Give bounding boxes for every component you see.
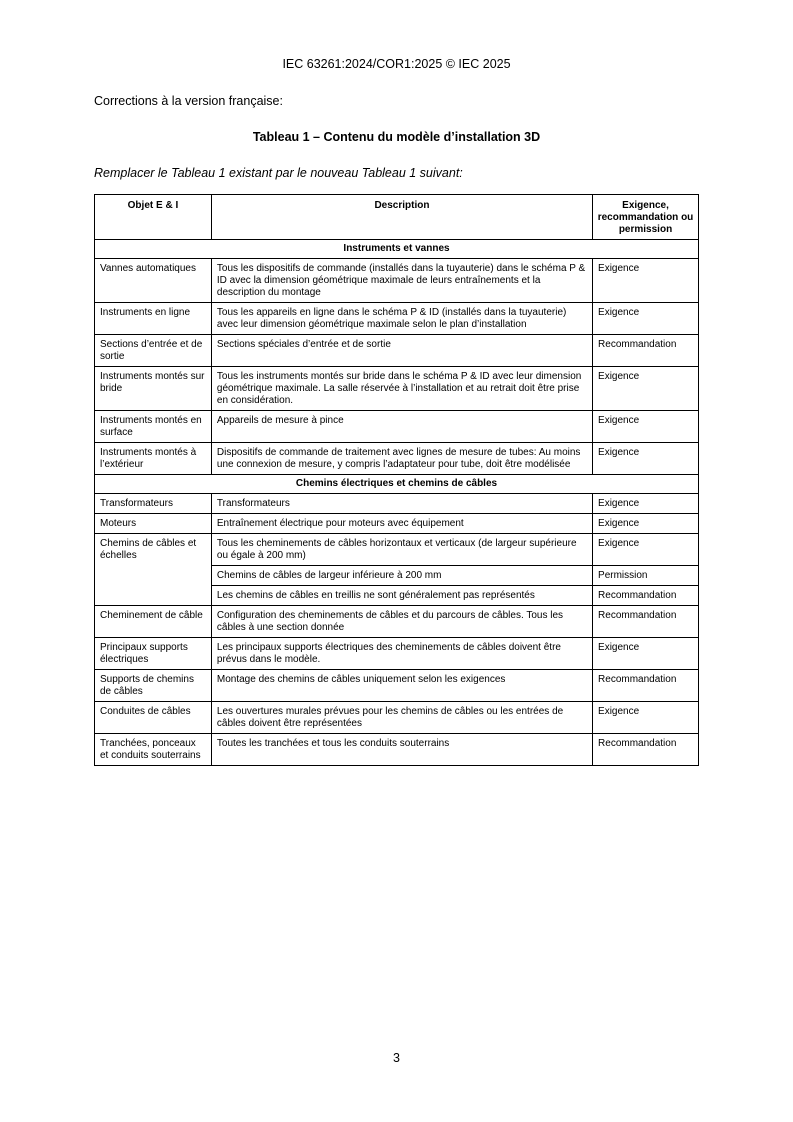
cell-object: Vannes automatiques <box>95 259 212 303</box>
cell-object: Instruments en ligne <box>95 303 212 335</box>
table-row <box>95 411 699 443</box>
table-row <box>95 638 699 670</box>
table-row <box>95 259 699 303</box>
table-row <box>95 734 699 766</box>
cell-requirement: Recommandation <box>593 335 699 367</box>
cell-object: Supports de chemins de câbles <box>95 670 212 702</box>
cell-requirement: Permission <box>593 566 699 586</box>
cell-object: Tranchées, ponceaux et conduits souterrains <box>95 734 212 766</box>
cell-description: Montage des chemins de câbles uniquement selon les exigences <box>211 670 592 702</box>
cell-requirement: Exigence <box>593 303 699 335</box>
cell-description: Les principaux supports électriques des cheminements de câbles doivent être prévus dans le modèle. <box>211 638 592 670</box>
cell-object: Principaux supports électriques <box>95 638 212 670</box>
cell-requirement: Exigence <box>593 494 699 514</box>
section-row <box>95 475 699 494</box>
cell-object: Transformateurs <box>95 494 212 514</box>
table-row <box>95 702 699 734</box>
cell-object: Chemins de câbles et échelles <box>95 534 212 606</box>
table-row <box>95 335 699 367</box>
cell-requirement: Exigence <box>593 702 699 734</box>
header-description: Description <box>211 195 592 240</box>
cell-description: Les ouvertures murales prévues pour les chemins de câbles ou les entrées de câbles doivent être représentées <box>211 702 592 734</box>
table-row <box>95 303 699 335</box>
cell-object: Moteurs <box>95 514 212 534</box>
cell-description: Appareils de mesure à pince <box>211 411 592 443</box>
cell-requirement: Exigence <box>593 534 699 566</box>
cell-requirement: Exigence <box>593 638 699 670</box>
cell-description: Dispositifs de commande de traitement avec lignes de mesure de tubes: Au moins une connexion de mesure, y compris l’adaptateur pour tube, doit être modélisée <box>211 443 592 475</box>
cell-object: Instruments montés à l’extérieur <box>95 443 212 475</box>
cell-description: Entraînement électrique pour moteurs avec équipement <box>211 514 592 534</box>
header-object: Objet E & I <box>95 195 212 240</box>
cell-description: Toutes les tranchées et tous les conduits souterrains <box>211 734 592 766</box>
table-row <box>95 443 699 475</box>
cell-object: Cheminement de câble <box>95 606 212 638</box>
cell-description: Sections spéciales d’entrée et de sortie <box>211 335 592 367</box>
cell-description: Tous les cheminements de câbles horizontaux et verticaux (de largeur supérieure ou égale à 200 mm) <box>211 534 592 566</box>
cell-requirement: Exigence <box>593 259 699 303</box>
cell-description: Configuration des cheminements de câbles et du parcours de câbles. Tous les câbles à une section donnée <box>211 606 592 638</box>
cell-requirement: Recommandation <box>593 606 699 638</box>
header-requirement: Exigence, recommandation ou permission <box>593 195 699 240</box>
table-row <box>95 670 699 702</box>
cell-requirement: Exigence <box>593 411 699 443</box>
replacement-instruction: Remplacer le Tableau 1 existant par le nouveau Tableau 1 suivant: <box>94 166 463 180</box>
cell-object: Instruments montés sur bride <box>95 367 212 411</box>
cell-description: Transformateurs <box>211 494 592 514</box>
cell-requirement: Exigence <box>593 367 699 411</box>
content-table <box>94 194 699 766</box>
cell-description: Tous les appareils en ligne dans le schéma P & ID (installés dans la tuyauterie) avec leur dimension géométrique maximale selon le plan d’installation <box>211 303 592 335</box>
page-number: 3 <box>393 1051 400 1065</box>
cell-requirement: Recommandation <box>593 586 699 606</box>
section-row <box>95 240 699 259</box>
document-reference: IEC 63261:2024/COR1:2025 © IEC 2025 <box>282 57 511 71</box>
table-row <box>95 494 699 514</box>
cell-description: Tous les dispositifs de commande (installés dans la tuyauterie) dans le schéma P & ID avec la dimension géométrique maximale de leurs entraînements et la description du montage <box>211 259 592 303</box>
table-header-row <box>95 195 699 240</box>
cell-requirement: Exigence <box>593 443 699 475</box>
cell-requirement: Recommandation <box>593 734 699 766</box>
table-row <box>95 606 699 638</box>
cell-object: Instruments montés en surface <box>95 411 212 443</box>
table-title: Tableau 1 – Contenu du modèle d’installation 3D <box>252 130 541 144</box>
cell-object: Sections d’entrée et de sortie <box>95 335 212 367</box>
cell-requirement: Recommandation <box>593 670 699 702</box>
table-row <box>95 534 699 566</box>
cell-description: Les chemins de câbles en treillis ne sont généralement pas représentés <box>211 586 592 606</box>
table-row <box>95 367 699 411</box>
cell-description: Chemins de câbles de largeur inférieure à 200 mm <box>211 566 592 586</box>
corrections-intro: Corrections à la version française: <box>94 94 283 108</box>
section-title: Instruments et vannes <box>95 240 699 259</box>
cell-object: Conduites de câbles <box>95 702 212 734</box>
cell-requirement: Exigence <box>593 514 699 534</box>
table-row <box>95 514 699 534</box>
section-title: Chemins électriques et chemins de câbles <box>95 475 699 494</box>
cell-description: Tous les instruments montés sur bride dans le schéma P & ID avec leur dimension géométrique maximale. La salle réservée à l’installation et au retrait doit être prise en considération. <box>211 367 592 411</box>
